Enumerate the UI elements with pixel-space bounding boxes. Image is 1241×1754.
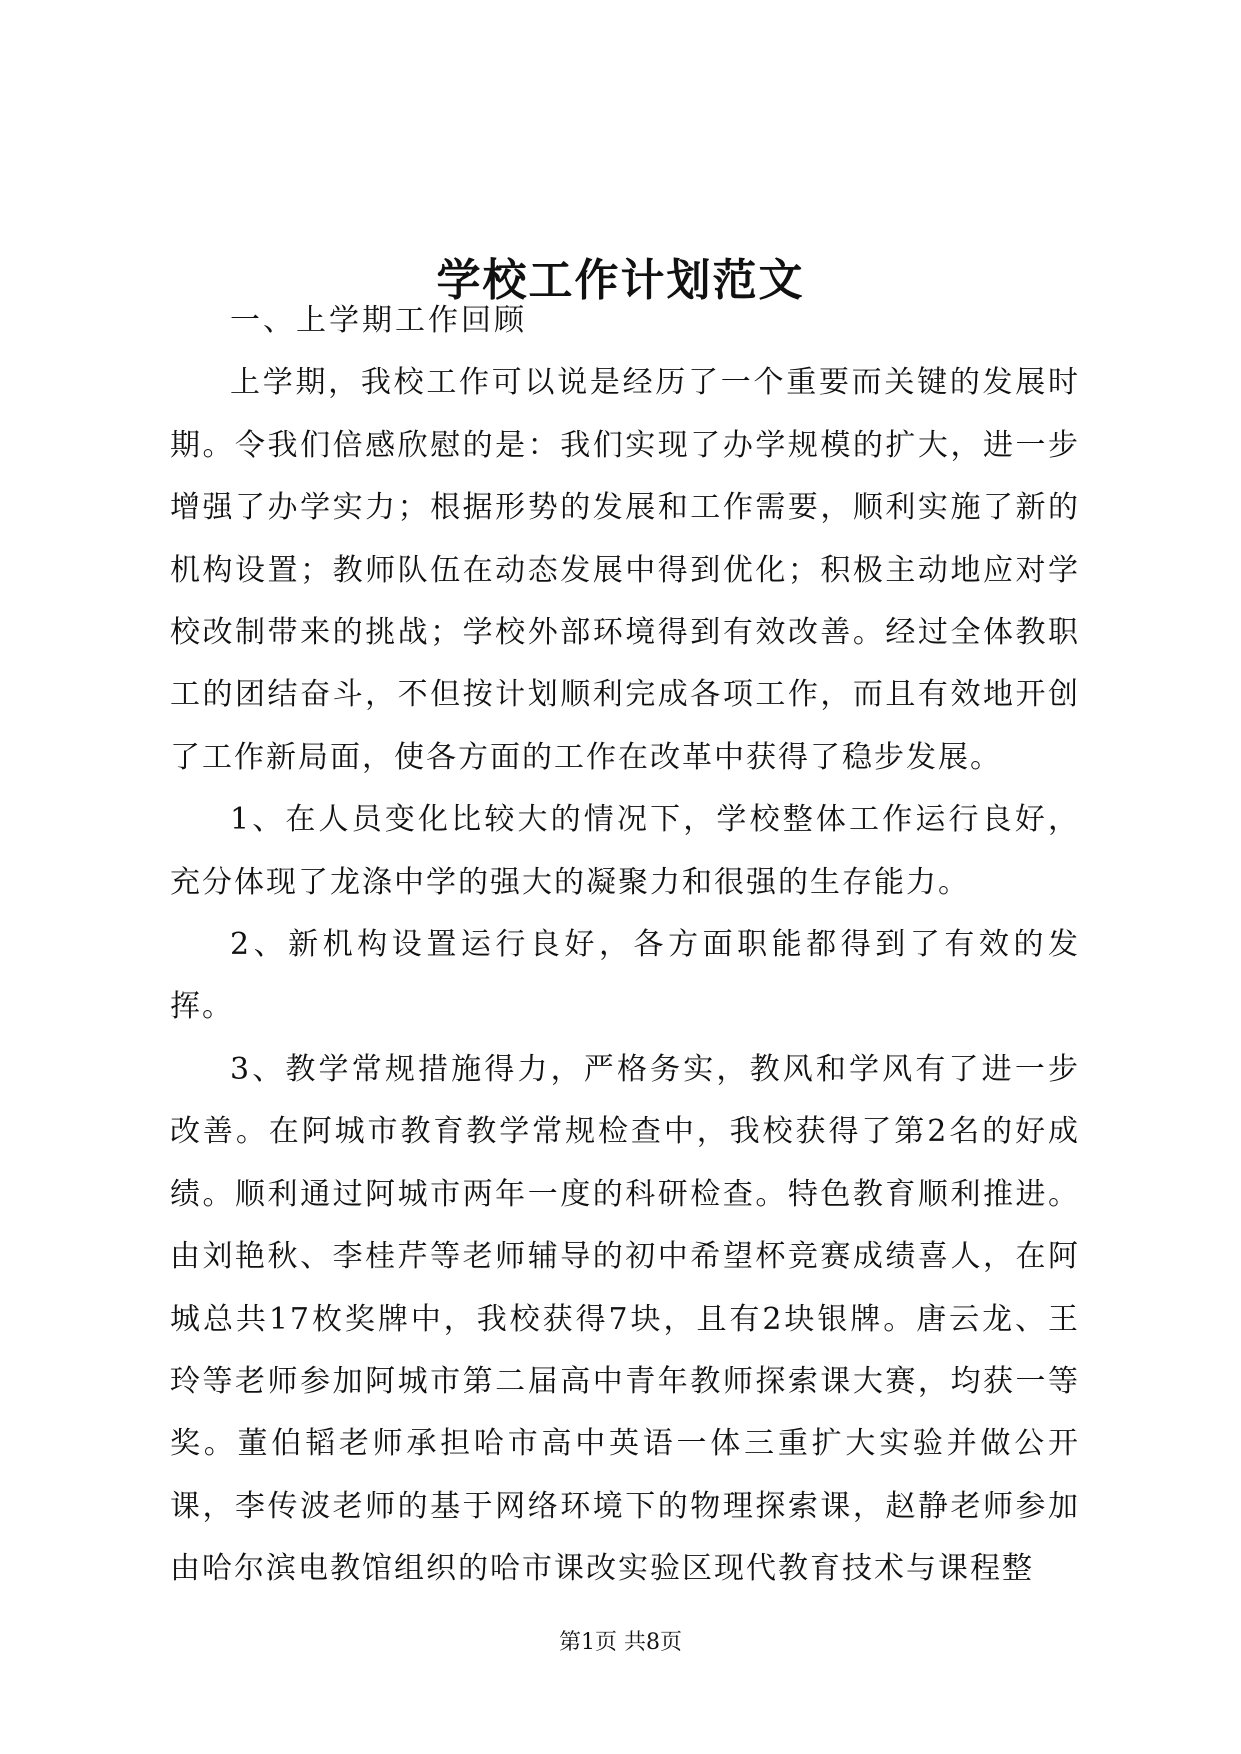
paragraph-overview: 上学期，我校工作可以说是经历了一个重要而关键的发展时期。令我们倍感欣慰的是：我们实现了办学规模的扩大，进一步增强了办学实力；根据形势的发展和工作需要，顺利实施了新的机构设置；教师队伍在动态发展中得到优化；积极主动地应对学校改制带来的挑战；学校外部环境得到有效改善。经过全体教职工的团结奋斗，不但按计划顺利完成各项工作，而且有效地开创了工作新局面，使各方面的工作在改革中获得了稳步发展。	[170, 365, 1080, 775]
paragraph-item-1: 1、在人员变化比较大的情况下，学校整体工作运行良好，充分体现了龙涤中学的强大的凝聚力和很强的生存能力。	[170, 802, 1080, 900]
document-body	[170, 290, 1080, 1601]
document-title: 学校工作计划范文	[436, 255, 805, 307]
section-heading-review: 一、上学期工作回顾	[230, 303, 527, 338]
paragraph-item-2: 2、新机构设置运行良好，各方面职能都得到了有效的发挥。	[170, 927, 1080, 1025]
paragraph-item-3: 3、教学常规措施得力，严格务实，教风和学风有了进一步改善。在阿城市教育教学常规检查中，我校获得了第2名的好成绩。顺利通过阿城市两年一度的科研检查。特色教育顺利推进。由刘艳秋、李桂芹等老师辅导的初中希望杯竞赛成绩喜人，在阿城总共17枚奖牌中，我校获得7块，且有2块银牌。唐云龙、王玲等老师参加阿城市第二届高中青年教师探索课大赛，均获一等奖。董伯韬老师承担哈市高中英语一体三重扩大实验并做公开课，李传波老师的基于网络环境下的物理探索课，赵静老师参加由哈尔滨电教馆组织的哈市课改实验区现代教育技术与课程整	[170, 1051, 1080, 1587]
page-number-footer: 第1页 共8页	[559, 1630, 682, 1655]
